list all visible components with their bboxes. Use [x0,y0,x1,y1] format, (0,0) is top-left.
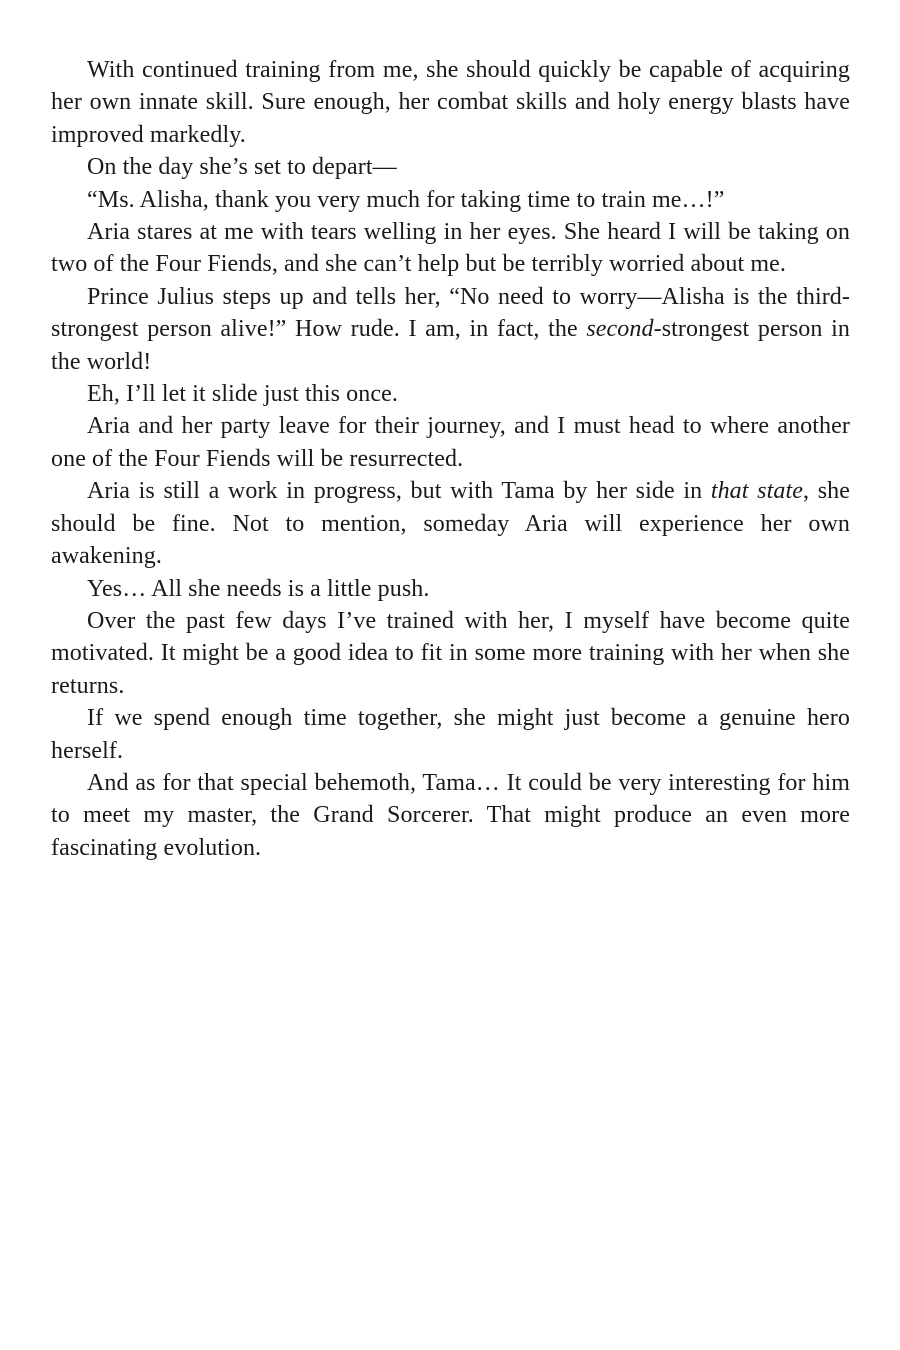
paragraph [51,410,850,475]
text-run: -strongest person in the world! [51,316,851,375]
paragraph [51,573,850,605]
text-run: Aria and her party leave for their journey, and I must head to where another one of the Four Fiends will be resurrected. [51,413,850,472]
text-run: Aria is still a work in progress, but with Tama by her side in [87,478,711,505]
paragraph [51,605,850,702]
italic-text-run: second [586,316,654,343]
paragraph [51,281,850,378]
text-run: , she should be fine. Not to mention, someday Aria will experience her own awakening. [51,478,850,570]
paragraph [51,378,850,410]
text-run: If we spend enough time together, she might just become a genuine hero herself. [51,705,850,764]
paragraph [51,184,850,216]
text-run: “Ms. Alisha, thank you very much for taking time to train me…!” [87,186,725,213]
text-run: Prince Julius steps up and tells her, “No need to worry—Alisha is the third-strongest person alive!” How rude. I am, in fact, the [51,283,850,343]
text-run: On the day she’s set to depart— [87,154,397,181]
text-run: With continued training from me, she should quickly be capable of acquiring her own innate skill. Sure enough, her combat skills and holy energy blasts have improved markedly. [51,57,850,148]
text-run: Eh, I’ll let it slide just this once. [87,381,398,408]
text-run: Aria stares at me with tears welling in her eyes. She heard I will be taking on two of the Four Fiends, and she can’t help but be terribly worried about me. [51,219,850,278]
paragraph [51,702,850,767]
paragraph [51,151,850,183]
text-run: Over the past few days I’ve trained with her, I myself have become quite motivated. It might be a good idea to fit in some more training with her when she returns. [51,607,850,699]
paragraph [51,767,850,864]
paragraph [51,216,850,281]
paragraph [51,54,850,151]
text-run: And as for that special behemoth, Tama… It could be very interesting for him to meet my master, the Grand Sorcerer. That might produce an even more fascinating evolution. [51,769,850,861]
italic-text-run: that state [710,478,803,505]
text-run: Yes… All she needs is a little push. [87,575,430,602]
page-text [51,54,850,864]
paragraph [51,475,850,572]
